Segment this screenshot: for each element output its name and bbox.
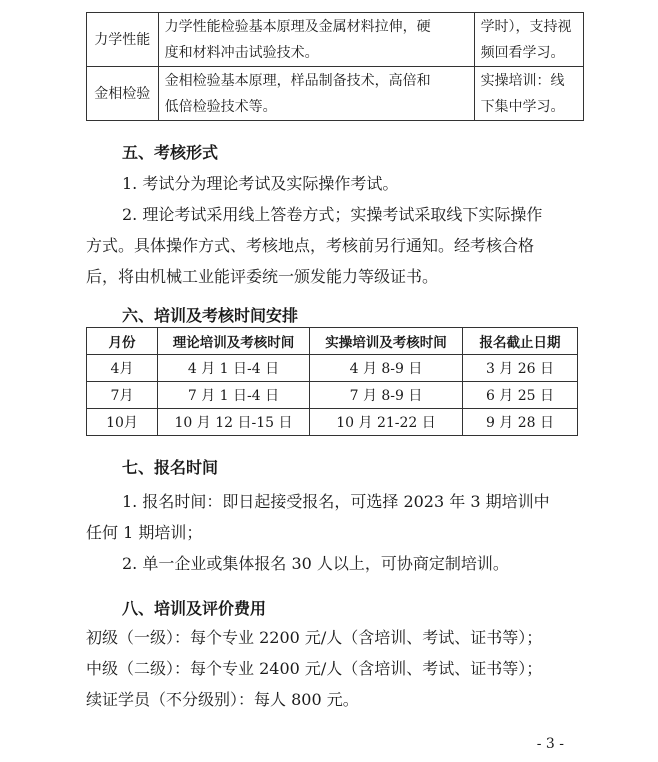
- table-row: [87, 382, 578, 409]
- cell-practice: 4 月 8-9 日: [310, 355, 463, 382]
- section8-heading: 八、培训及评价费用: [122, 599, 267, 618]
- page-number: - 3 -: [536, 736, 564, 752]
- course-content: [158, 67, 474, 121]
- cell-month: 10月: [87, 409, 158, 436]
- cell-deadline: 6 月 25 日: [463, 382, 578, 409]
- fee-line-intermediate: 中级（二级）：每个专业 2400 元/人（含培训、考试、证书等）；: [86, 659, 543, 678]
- content-line: 力学性能检验基本原理及金属材料拉伸，硬: [164, 18, 431, 35]
- table-header-row: [87, 328, 578, 355]
- section7-para2: 2. 单一企业或集体报名 30 人以上，可协商定制培训。: [122, 554, 509, 573]
- cell-month: 4月: [87, 355, 158, 382]
- mode-line: 学时），支持视: [480, 18, 572, 35]
- mode-line: 实操培训：线: [480, 72, 565, 89]
- table-row: [87, 13, 584, 67]
- section6-heading: 六、培训及考核时间安排: [122, 306, 299, 325]
- col-header-practice: 实操培训及考核时间: [310, 328, 463, 355]
- course-name: 金相检验: [87, 67, 159, 121]
- col-header-theory: 理论培训及考核时间: [158, 328, 310, 355]
- section5-para1: 1. 考试分为理论考试及实际操作考试。: [122, 174, 399, 193]
- course-table: [86, 12, 584, 121]
- table-row: [87, 409, 578, 436]
- col-header-deadline: 报名截止日期: [463, 328, 578, 355]
- cell-practice: 7 月 8-9 日: [310, 382, 463, 409]
- col-header-month: 月份: [87, 328, 158, 355]
- section5-para2-line2: 方式。具体操作方式、考核地点，考核前另行通知。经考核合格: [86, 236, 535, 255]
- mode-line: 频回看学习。: [480, 44, 565, 61]
- cell-practice: 10 月 21-22 日: [310, 409, 463, 436]
- course-name: 力学性能: [87, 13, 159, 67]
- course-mode: [474, 67, 583, 121]
- cell-theory: 7 月 1 日-4 日: [158, 382, 310, 409]
- cell-deadline: 9 月 28 日: [463, 409, 578, 436]
- section5-heading: 五、考核形式: [122, 143, 219, 162]
- section7-heading: 七、报名时间: [122, 458, 219, 477]
- mode-line: 下集中学习。: [480, 98, 565, 115]
- fee-line-renewal: 续证学员（不分级别）：每人 800 元。: [86, 690, 359, 709]
- section5-para2-line1: 2. 理论考试采用线上答卷方式；实操考试采取线下实际操作: [122, 205, 543, 224]
- cell-theory: 10 月 12 日-15 日: [158, 409, 310, 436]
- cell-deadline: 3 月 26 日: [463, 355, 578, 382]
- table-row: [87, 355, 578, 382]
- section7-para1-line2: 任何 1 期培训；: [86, 523, 203, 542]
- section7-para1-line1: 1. 报名时间：即日起接受报名，可选择 2023 年 3 期培训中: [122, 492, 550, 511]
- schedule-table: [86, 327, 578, 436]
- course-mode: [474, 13, 583, 67]
- content-line: 金相检验基本原理，样品制备技术，高倍和: [164, 72, 431, 89]
- course-content: [158, 13, 474, 67]
- cell-month: 7月: [87, 382, 158, 409]
- section5-para2-line3: 后，将由机械工业能评委统一颁发能力等级证书。: [86, 267, 439, 286]
- content-line: 低倍检验技术等。: [164, 98, 277, 115]
- fee-line-junior: 初级（一级）：每个专业 2200 元/人（含培训、考试、证书等）；: [86, 628, 543, 647]
- table-row: [87, 67, 584, 121]
- content-line: 度和材料冲击试验技术。: [164, 44, 319, 61]
- cell-theory: 4 月 1 日-4 日: [158, 355, 310, 382]
